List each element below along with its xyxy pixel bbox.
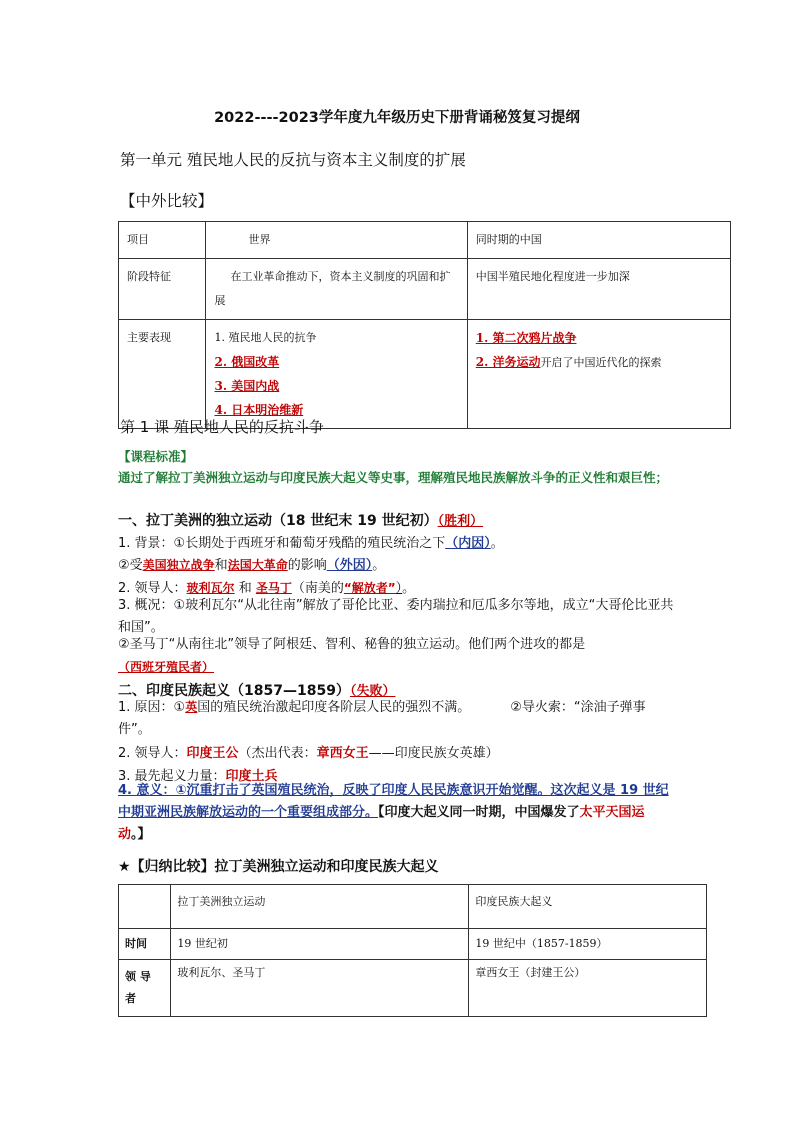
highlight-text: 圣马丁 <box>255 581 292 595</box>
table-row <box>119 929 707 960</box>
table-cell: 主要表现 <box>119 320 206 429</box>
table-row <box>119 885 707 929</box>
background-line-2 <box>118 554 385 573</box>
list-item: 4. 日本明治维新 <box>214 403 304 417</box>
table-row <box>119 320 731 429</box>
highlight-text: 印度土兵 <box>225 769 278 784</box>
line-text: ②导火索：“涂油子弹事件”。 <box>118 700 646 737</box>
section-heading-text: 二、印度民族起义（1857—1859） <box>118 683 350 699</box>
highlight-text: 法国大革命 <box>227 558 288 572</box>
highlight-text: 太平天国运动 <box>118 805 645 842</box>
highlight-text: 美国独立战争 <box>142 558 215 572</box>
line-text: 。 <box>372 558 386 573</box>
line-text: 。 <box>402 581 416 596</box>
summary-table <box>118 884 707 1017</box>
significance-paragraph <box>118 780 676 846</box>
table-cell: 阶段特征 <box>119 259 206 320</box>
document-title: 2022----2023学年度九年级历史下册背诵秘笈复习提纲 <box>214 110 580 126</box>
list-item: 2. 俄国改革 <box>214 355 280 369</box>
summary-heading: ★【归纳比较】拉丁美洲独立运动和印度民族大起义 <box>118 859 439 875</box>
table-header-cell: 项目 <box>119 222 206 259</box>
section1-heading <box>118 510 483 530</box>
leaders-line <box>118 577 415 596</box>
line-text: 国的殖民统治激起印度各阶层人民的强烈不满。 <box>197 700 471 715</box>
table-cell: 领 导 者 <box>119 960 171 1017</box>
list-item: 1. 第二次鸦片战争 <box>475 331 577 345</box>
table-header-cell: 拉丁美洲独立运动 <box>171 885 469 929</box>
line-text: ——印度民族女英雄） <box>368 746 499 761</box>
table-cell <box>206 320 467 429</box>
table-cell: 时间 <box>119 929 171 960</box>
list-item <box>476 350 722 375</box>
standard-heading: 【课程标准】 <box>118 449 194 464</box>
table-header-cell: 同时期的中国 <box>467 222 730 259</box>
highlight-text: （西班牙殖民者） <box>118 660 215 674</box>
line-text: 2. 领导人： <box>118 746 187 761</box>
table-cell <box>467 320 730 429</box>
overview-paragraph-1: 3. 概况：①玻利瓦尔“从北往南”解放了哥伦比亚、委内瑞拉和厄瓜多尔等地，成立“大哥伦比亚共和国”。 <box>118 598 674 635</box>
table-header-cell: 印度民族大起义 <box>469 885 707 929</box>
line-text: 。 <box>490 536 504 551</box>
cause-tag: （内因） <box>445 536 491 551</box>
table-row <box>119 259 731 320</box>
compare-heading: 【中外比较】 <box>120 192 214 210</box>
cause-tag: （外因） <box>326 558 373 573</box>
highlight-text: 玻利瓦尔 <box>186 581 235 595</box>
highlight-text: 2. 洋务运动 <box>475 355 541 369</box>
table-cell: 19 世纪中（1857-1859） <box>469 929 707 960</box>
unit-heading: 第一单元 殖民地人民的反抗与资本主义制度的扩展 <box>120 151 466 169</box>
table-cell: 19 世纪初 <box>171 929 469 960</box>
cause-paragraph <box>118 696 676 741</box>
lesson-title: 第 1 课 殖民地人民的反抗斗争 <box>120 418 324 436</box>
highlight-text: 印度王公 <box>186 746 239 761</box>
highlight-text: 章西女王 <box>316 746 369 761</box>
line-text: （南美的 <box>291 581 344 596</box>
line-text: 和 <box>214 558 228 573</box>
line-text: 和 <box>234 581 256 596</box>
table-cell: 中国半殖民地化程度进一步加深 <box>467 259 730 320</box>
line-text: 的影响 <box>287 558 327 573</box>
line-text: ②受 <box>118 558 143 573</box>
line-text: ） <box>395 581 403 596</box>
overview-paragraph-2 <box>118 634 676 679</box>
compare-table <box>118 221 731 429</box>
list-item: 1. 殖民地人民的抗争 <box>214 331 317 344</box>
table-header-cell: 世界 <box>206 222 467 259</box>
line-text: 2. 领导人： <box>118 581 187 596</box>
table-cell: 玻利瓦尔、圣马丁 <box>171 960 469 1017</box>
table-cell: 章西女王（封建王公） <box>469 960 707 1017</box>
result-tag: （胜利） <box>437 514 484 529</box>
line-text: ②圣马丁“从南往北”领导了阿根廷、智利、秘鲁的独立运动。他们两个进攻的都是 <box>118 637 586 652</box>
highlight-text: 英 <box>185 700 198 714</box>
standard-body: 通过了解拉丁美洲独立运动与印度民族大起义等史事，理解殖民地民族解放斗争的正义性和艰巨性； <box>118 470 669 485</box>
table-header-cell <box>119 885 171 929</box>
table-row <box>119 960 707 1017</box>
section-heading-text: 一、拉丁美洲的独立运动（18 世纪末 19 世纪初） <box>118 513 438 529</box>
line-text: 1. 背景：①长期处于西班牙和葡萄牙残酷的殖民统治之下 <box>118 536 446 551</box>
background-line-1 <box>118 532 504 551</box>
table-cell: 在工业革命推动下，资本主义制度的巩固和扩展 <box>206 259 467 320</box>
significance-text: 4. 意义：①沉重打击了英国殖民统治，反映了印度人民民族意识开始觉醒。这次起义是 19 世纪中期亚洲民族解放运动的一个重要组成部分。 <box>118 783 669 820</box>
highlight-text: “解放者” <box>343 581 396 595</box>
line-text: 【印度大起义同一时期，中国爆发了 <box>378 805 580 820</box>
line-text: 3. 最先起义力量： <box>118 769 226 784</box>
line-text: （杰出代表： <box>238 746 317 761</box>
table-row <box>119 222 731 259</box>
line-text: 。】 <box>131 827 151 842</box>
result-tag: （失败） <box>349 684 396 699</box>
list-item-text: 开启了中国近代化的探索 <box>540 356 662 369</box>
leader-line-2 <box>118 742 499 761</box>
line-text: 1. 原因：① <box>118 700 186 715</box>
list-item: 3. 美国内战 <box>214 379 280 393</box>
